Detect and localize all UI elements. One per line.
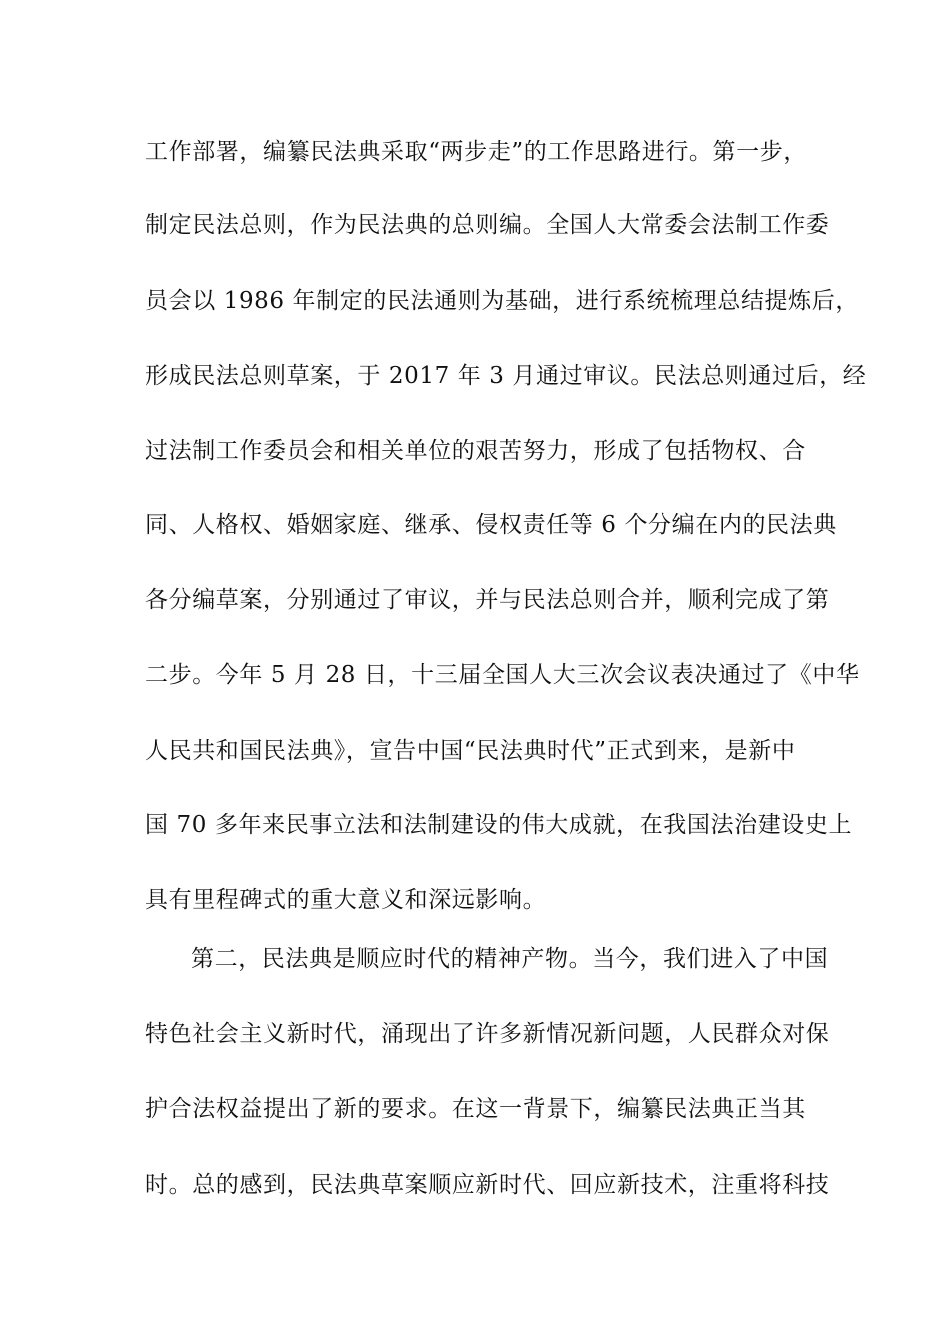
text-line: 国 70 多年来民事立法和法制建设的伟大成就，在我国法治建设史上: [145, 812, 853, 838]
text-line: 时。总的感到，民法典草案顺应新时代、回应新技术，注重将科技: [145, 1172, 830, 1198]
text-line: 具有里程碑式的重大意义和深远影响。: [145, 887, 547, 913]
text-line: 形成民法总则草案，于 2017 年 3 月通过审议。民法总则通过后，经: [145, 363, 867, 389]
text-line: 同、人格权、婚姻家庭、继承、侵权责任等 6 个分编在内的民法典: [145, 512, 837, 538]
paragraph-start-line: 第二，民法典是顺应时代的精神产物。当今，我们进入了中国: [191, 946, 829, 972]
text-line: 各分编草案，分别通过了审议，并与民法总则合并，顺利完成了第: [145, 587, 830, 613]
text-line: 人民共和国民法典》，宣告中国“民法典时代”正式到来，是新中: [145, 738, 796, 764]
text-line: 工作部署，编纂民法典采取“两步走”的工作思路进行。第一步，: [145, 139, 807, 165]
text-line: 员会以 1986 年制定的民法通则为基础，进行系统梳理总结提炼后，: [145, 288, 859, 314]
text-line: 护合法权益提出了新的要求。在这一背景下，编纂民法典正当其: [145, 1096, 806, 1122]
text-line: 过法制工作委员会和相关单位的艰苦努力，形成了包括物权、合: [145, 438, 806, 464]
text-line: 二步。今年 5 月 28 日，十三届全国人大三次会议表决通过了《中华: [145, 662, 860, 688]
text-line: 特色社会主义新时代，涌现出了许多新情况新问题，人民群众对保: [145, 1021, 830, 1047]
text-line: 制定民法总则，作为民法典的总则编。全国人大常委会法制工作委: [145, 212, 830, 238]
